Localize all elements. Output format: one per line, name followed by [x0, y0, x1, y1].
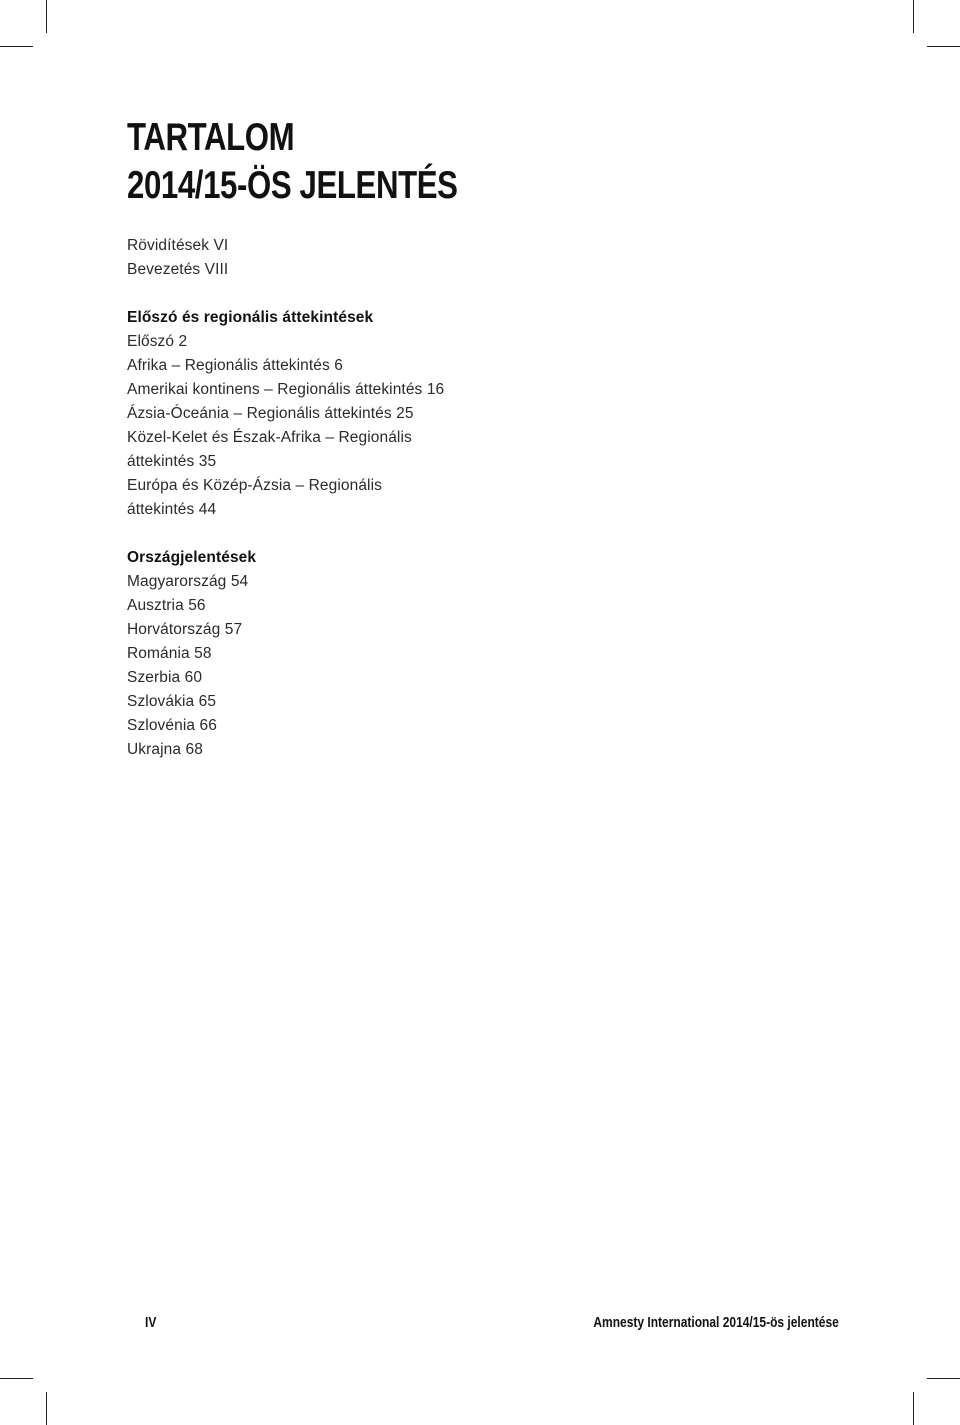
title-line-2: 2014/15-ÖS JELENTÉS — [127, 164, 458, 207]
toc-entry: Amerikai kontinens – Regionális áttekintés 16 — [127, 381, 445, 398]
page-title — [127, 114, 458, 210]
title-line-1: TARTALOM — [127, 116, 295, 159]
table-of-contents — [127, 234, 527, 762]
toc-entry: áttekintés 35 — [127, 453, 217, 470]
crop-mark-bottom-right-horizontal — [927, 1378, 960, 1379]
toc-entry: Európa és Közép-Ázsia – Regionális — [127, 477, 382, 494]
toc-entry: Előszó 2 — [127, 333, 188, 350]
crop-mark-bottom-right-vertical — [913, 1392, 914, 1425]
toc-entry: Afrika – Regionális áttekintés 6 — [127, 357, 344, 374]
toc-entry: Bevezetés VIII — [127, 261, 229, 278]
toc-entry: Ukrajna 68 — [127, 741, 203, 758]
crop-mark-top-left-horizontal — [0, 46, 33, 47]
footer-page-number: IV — [145, 1314, 157, 1331]
toc-section-heading: Előszó és regionális áttekintések — [127, 309, 374, 326]
toc-entry: Szlovákia 65 — [127, 693, 217, 710]
toc-section-heading: Országjelentések — [127, 549, 257, 566]
crop-mark-top-right-vertical — [913, 0, 914, 33]
toc-entry: Közel-Kelet és Észak-Afrika – Regionális — [127, 429, 412, 446]
toc-entry: Románia 58 — [127, 645, 212, 662]
footer-publication-title: Amnesty International 2014/15-ös jelentése — [593, 1314, 839, 1331]
toc-entry: áttekintés 44 — [127, 501, 217, 518]
crop-mark-top-left-vertical — [46, 0, 47, 33]
crop-mark-bottom-left-vertical — [46, 1392, 47, 1425]
toc-entry: Ausztria 56 — [127, 597, 206, 614]
toc-entry: Szlovénia 66 — [127, 717, 217, 734]
toc-entry: Horvátország 57 — [127, 621, 243, 638]
toc-entry: Ázsia-Óceánia – Regionális áttekintés 25 — [127, 405, 414, 422]
toc-entry: Rövidítések VI — [127, 237, 229, 254]
toc-entry: Magyarország 54 — [127, 573, 249, 590]
toc-entry: Szerbia 60 — [127, 669, 203, 686]
crop-mark-top-right-horizontal — [927, 46, 960, 47]
crop-mark-bottom-left-horizontal — [0, 1378, 33, 1379]
